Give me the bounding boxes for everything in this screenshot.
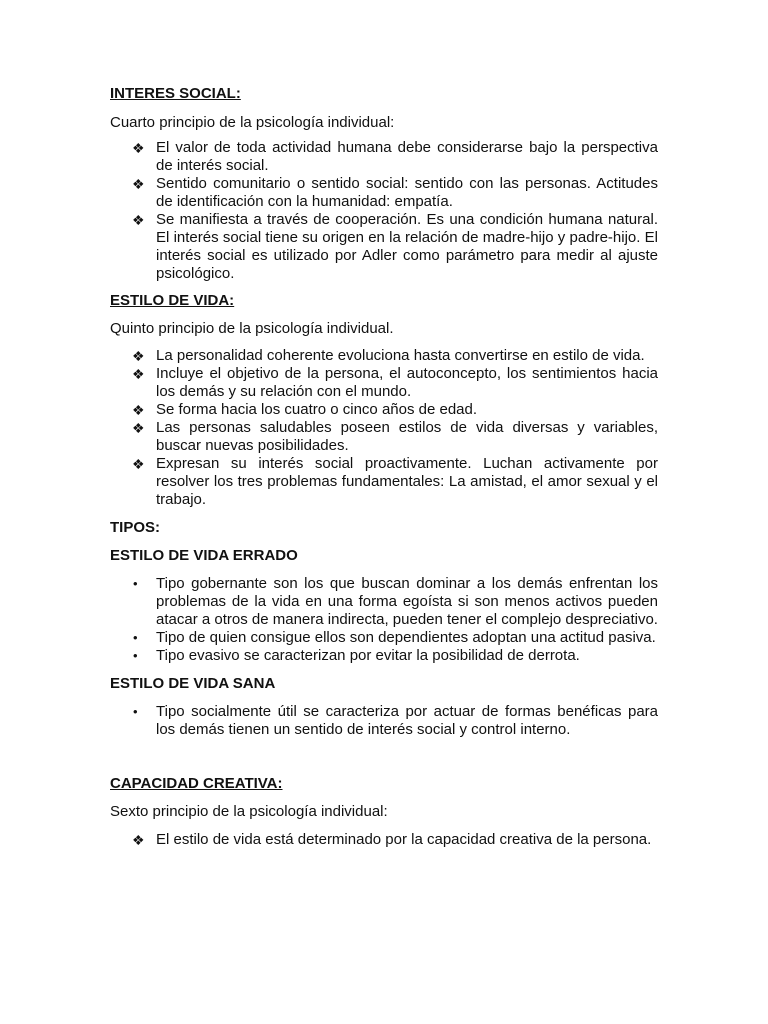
bullet-dot-icon: • [133, 648, 138, 663]
list-item-text: Incluye el objetivo de la persona, el autoconcepto, los sentimientos hacia los demás y su relación con el mundo. [156, 365, 658, 400]
bullet-dot-icon: • [133, 630, 138, 645]
list-item-text: Se forma hacia los cuatro o cinco años de edad. [156, 401, 478, 418]
document-body [110, 85, 658, 849]
list-item-text: Tipo gobernante son los que buscan dominar a los demás enfrentan los problemas de la vida en una forma egoísta si son menos activos pueden atacar a otros de manera indirecta, pueden tener el complejo despreciativo. [156, 575, 658, 628]
list-item [110, 401, 658, 419]
diamond-bullet-icon: ❖ [132, 402, 145, 418]
list-item [110, 347, 658, 365]
diamond-bullet-icon: ❖ [132, 212, 145, 228]
intro-capacidad-creativa: Sexto principio de la psicología individual: [110, 803, 388, 820]
list-item-text: Sentido comunitario o sentido social: sentido con las personas. Actitudes de identificación con la humanidad: empatía. [156, 175, 658, 210]
diamond-bullet-icon: ❖ [132, 348, 145, 364]
list-item [110, 455, 658, 509]
diamond-bullet-icon: ❖ [132, 832, 145, 848]
list-item [110, 831, 658, 849]
list-item-text: Tipo evasivo se caracterizan por evitar la posibilidad de derrota. [156, 647, 580, 664]
list-item-text: Tipo de quien consigue ellos son dependientes adoptan una actitud pasiva. [156, 629, 656, 646]
list-item [110, 175, 658, 211]
list-item-text: Las personas saludables poseen estilos de vida diversas y variables, buscar nuevas posibilidades. [156, 419, 658, 454]
list-item [110, 629, 658, 647]
list-item-text: La personalidad coherente evoluciona hasta convertirse en estilo de vida. [156, 347, 645, 364]
list-item [110, 419, 658, 455]
list-item [110, 575, 658, 629]
heading-capacidad-creativa: CAPACIDAD CREATIVA: [110, 775, 283, 792]
intro-estilo-de-vida: Quinto principio de la psicología individual. [110, 320, 394, 337]
list-item-text: Se manifiesta a través de cooperación. Es una condición humana natural. El interés social tiene su origen en la relación de madre-hijo y padre-hijo. El interés social es utilizado por Adler como parámetro para medir al ajuste psicológico. [156, 211, 658, 282]
list-item [110, 139, 658, 175]
list-item-text: Tipo socialmente útil se caracteriza por actuar de formas benéficas para los demás tienen un sentido de interés social y control interno. [156, 703, 658, 738]
list-item [110, 211, 658, 283]
list-item-text: Expresan su interés social proactivamente. Luchan activamente por resolver los tres problemas fundamentales: La amistad, el amor sexual y el trabajo. [156, 455, 658, 508]
diamond-bullet-icon: ❖ [132, 140, 145, 156]
list-estilo-errado [110, 575, 658, 665]
intro-interes-social: Cuarto principio de la psicología individual: [110, 114, 395, 131]
list-capacidad-creativa [110, 831, 658, 849]
heading-estilo-sana: ESTILO DE VIDA SANA [110, 675, 276, 692]
list-interes-social [110, 139, 658, 283]
list-item-text: El valor de toda actividad humana debe considerarse bajo la perspectiva de interés social. [156, 139, 658, 174]
heading-estilo-errado: ESTILO DE VIDA ERRADO [110, 547, 298, 564]
heading-interes-social: INTERES SOCIAL: [110, 85, 241, 102]
diamond-bullet-icon: ❖ [132, 366, 145, 382]
diamond-bullet-icon: ❖ [132, 456, 145, 472]
heading-estilo-de-vida: ESTILO DE VIDA: [110, 292, 235, 309]
list-item-text: El estilo de vida está determinado por la capacidad creativa de la persona. [156, 831, 652, 848]
list-estilo-de-vida [110, 347, 658, 509]
diamond-bullet-icon: ❖ [132, 420, 145, 436]
bullet-dot-icon: • [133, 576, 138, 591]
diamond-bullet-icon: ❖ [132, 176, 145, 192]
list-item [110, 365, 658, 401]
heading-tipos: TIPOS: [110, 519, 161, 536]
list-estilo-sana [110, 703, 658, 739]
bullet-dot-icon: • [133, 704, 138, 719]
list-item [110, 647, 658, 665]
list-item [110, 703, 658, 739]
